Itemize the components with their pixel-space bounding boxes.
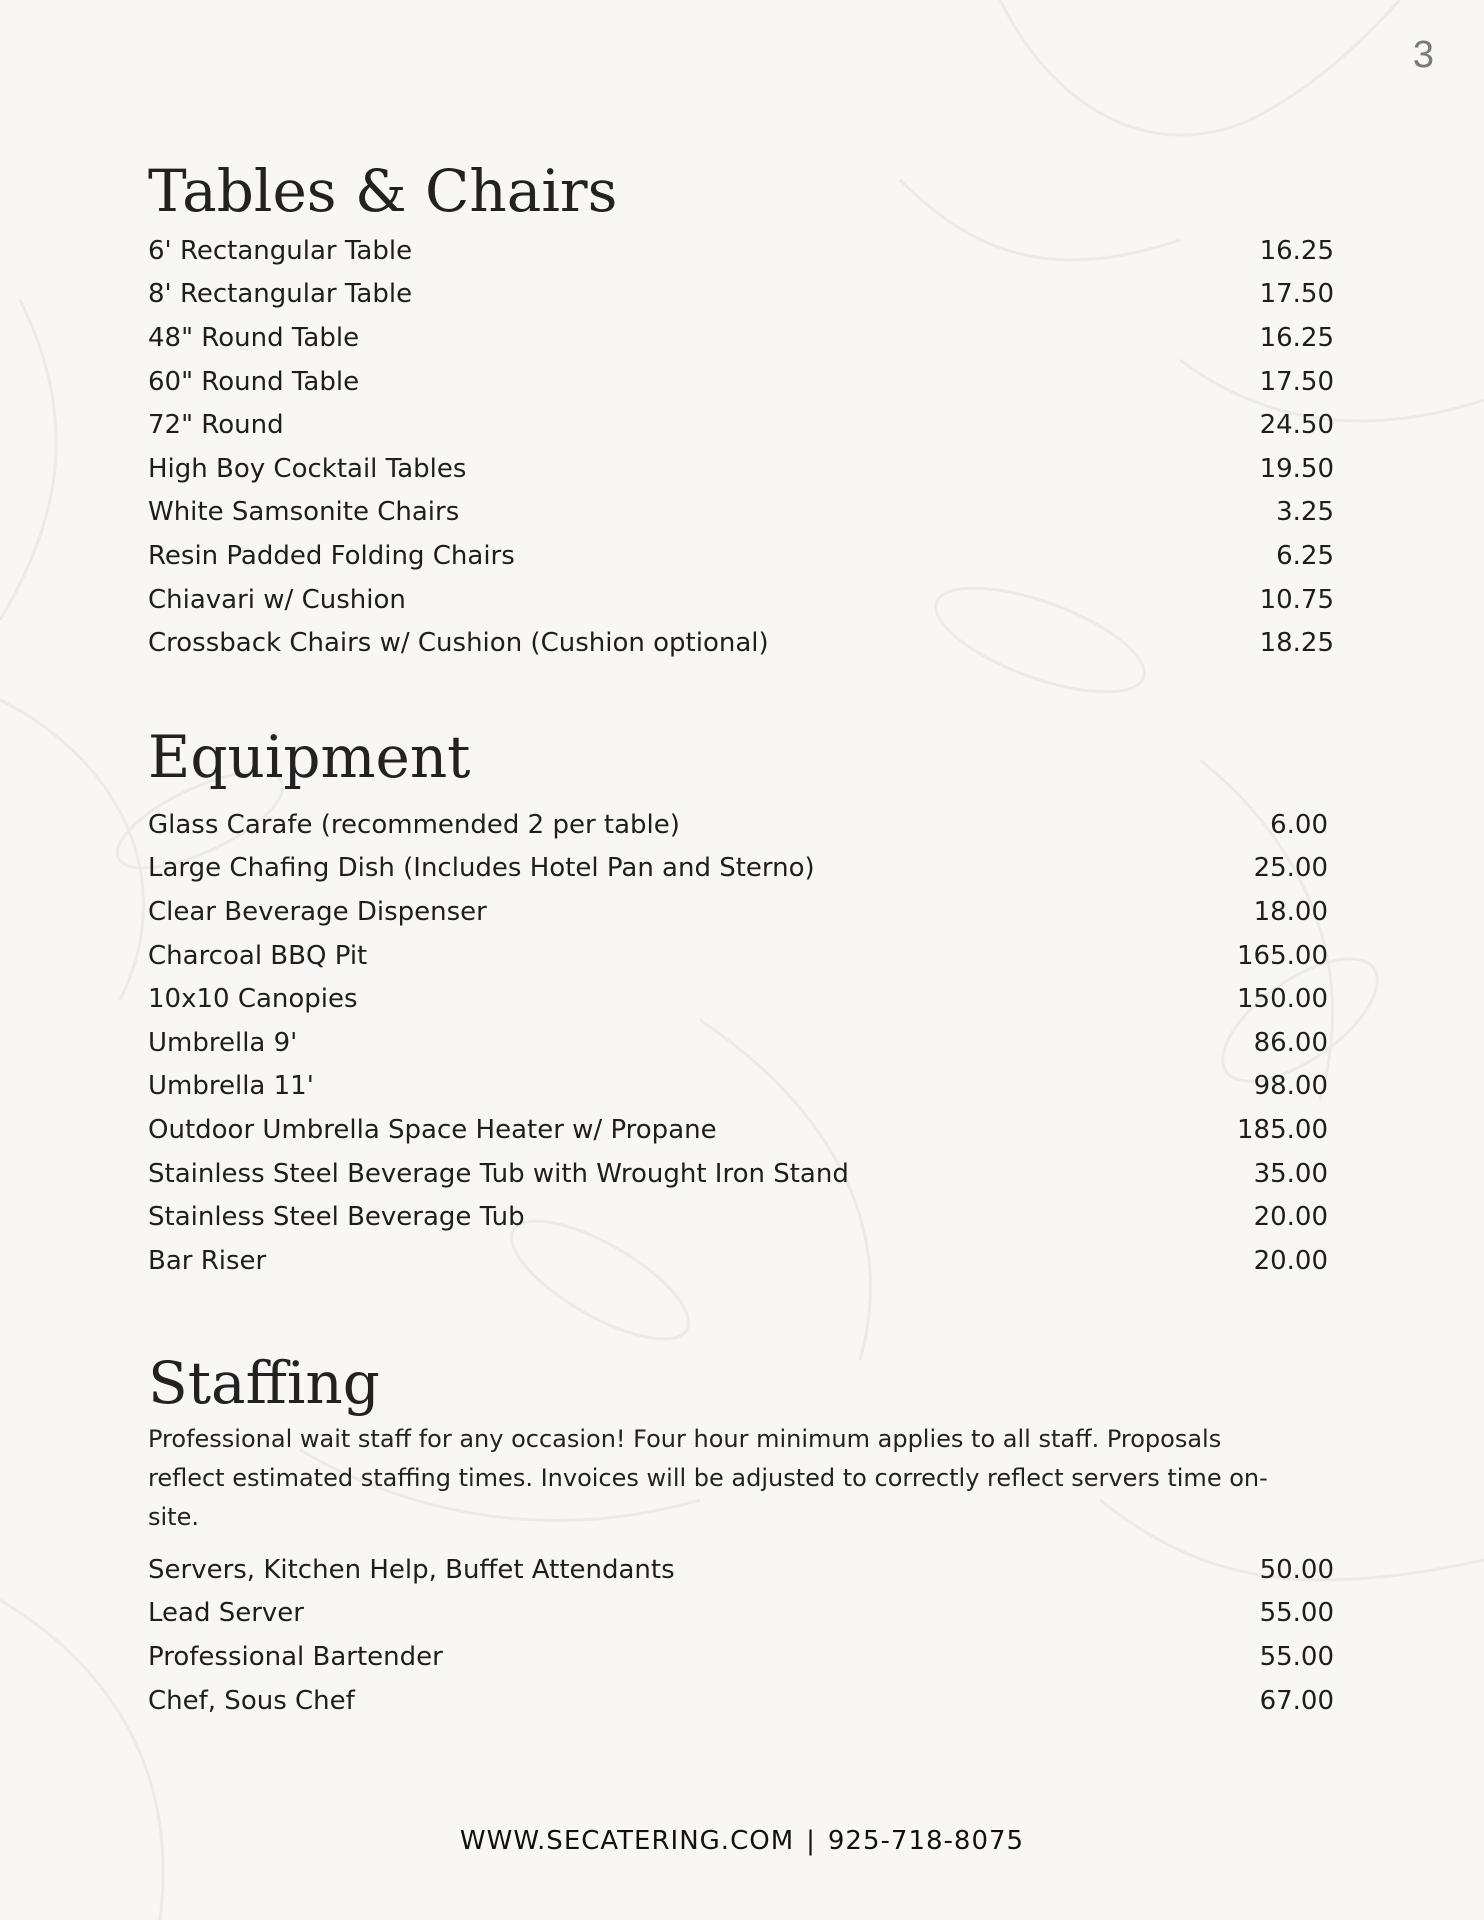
- phone-number[interactable]: 925-718-8075: [827, 1826, 1025, 1856]
- item-name: 8' Rectangular Table: [148, 279, 413, 310]
- item-price: 20.00: [1253, 1245, 1328, 1276]
- list-item: [148, 1109, 1338, 1153]
- item-price: 55.00: [1259, 1641, 1334, 1672]
- item-name: 72" Round: [148, 410, 284, 441]
- tables-chairs-list: [148, 230, 1338, 666]
- item-price: 18.25: [1259, 628, 1334, 659]
- list-item: [148, 978, 1338, 1022]
- item-name: Stainless Steel Beverage Tub with Wrought Iron Stand: [148, 1158, 849, 1189]
- list-item: [148, 1240, 1338, 1284]
- item-name: Lead Server: [148, 1598, 304, 1629]
- item-name: 6' Rectangular Table: [148, 235, 413, 266]
- item-name: Large Chafing Dish (Includes Hotel Pan and Sterno): [148, 853, 815, 884]
- list-item: [148, 847, 1338, 891]
- item-price: 10.75: [1259, 584, 1334, 615]
- item-price: 67.00: [1259, 1685, 1334, 1716]
- item-name: Servers, Kitchen Help, Buffet Attendants: [148, 1554, 675, 1585]
- item-price: 19.50: [1259, 453, 1334, 484]
- item-name: Professional Bartender: [148, 1641, 443, 1672]
- list-item: [148, 622, 1338, 666]
- item-name: Chef, Sous Chef: [148, 1685, 355, 1716]
- item-name: White Samsonite Chairs: [148, 497, 460, 528]
- item-price: 16.25: [1259, 322, 1334, 353]
- item-price: 16.25: [1259, 235, 1334, 266]
- item-name: 48" Round Table: [148, 322, 360, 353]
- list-item: [148, 891, 1338, 935]
- list-item: [148, 273, 1338, 317]
- section-title-equipment: Equipment: [148, 723, 471, 791]
- staffing-list: [148, 1549, 1338, 1723]
- list-item: [148, 1153, 1338, 1197]
- item-name: 10x10 Canopies: [148, 984, 358, 1015]
- item-price: 50.00: [1259, 1554, 1334, 1585]
- tables-chairs-section: [148, 157, 1338, 666]
- section-title-staffing: Staffing: [148, 1349, 380, 1417]
- item-price: 25.00: [1253, 853, 1328, 884]
- list-item: [148, 404, 1338, 448]
- list-item: [148, 804, 1338, 848]
- list-item: [148, 491, 1338, 535]
- item-name: 60" Round Table: [148, 366, 360, 397]
- list-item: [148, 361, 1338, 405]
- staffing-section: [148, 1349, 1338, 1723]
- list-item: [148, 1680, 1338, 1724]
- item-name: Crossback Chairs w/ Cushion (Cushion optional): [148, 628, 769, 659]
- list-item: [148, 935, 1338, 979]
- item-name: Chiavari w/ Cushion: [148, 584, 406, 615]
- item-price: 150.00: [1237, 984, 1328, 1015]
- list-item: [148, 1636, 1338, 1680]
- item-price: 6.00: [1270, 809, 1328, 840]
- item-price: 86.00: [1253, 1027, 1328, 1058]
- list-item: [148, 579, 1338, 623]
- item-price: 35.00: [1253, 1158, 1328, 1189]
- item-name: Clear Beverage Dispenser: [148, 896, 487, 927]
- item-price: 24.50: [1259, 410, 1334, 441]
- page-number: 3: [1412, 34, 1434, 76]
- item-name: High Boy Cocktail Tables: [148, 453, 467, 484]
- list-item: [148, 1549, 1338, 1593]
- website-link[interactable]: WWW.SECATERING.COM: [459, 1826, 795, 1856]
- list-item: [148, 317, 1338, 361]
- footer: [0, 1826, 1484, 1856]
- item-price: 17.50: [1259, 279, 1334, 310]
- list-item: [148, 535, 1338, 579]
- item-name: Bar Riser: [148, 1245, 267, 1276]
- item-price: 3.25: [1276, 497, 1334, 528]
- item-name: Charcoal BBQ Pit: [148, 940, 368, 971]
- item-name: Outdoor Umbrella Space Heater w/ Propane: [148, 1114, 717, 1145]
- item-price: 17.50: [1259, 366, 1334, 397]
- item-name: Umbrella 11': [148, 1071, 314, 1102]
- item-price: 165.00: [1237, 940, 1328, 971]
- equipment-section: [148, 723, 1338, 1283]
- list-item: [148, 448, 1338, 492]
- item-price: 55.00: [1259, 1598, 1334, 1629]
- footer-separator: |: [806, 1826, 816, 1856]
- list-item: [148, 1592, 1338, 1636]
- item-name: Umbrella 9': [148, 1027, 298, 1058]
- item-price: 18.00: [1253, 896, 1328, 927]
- staffing-description: Professional wait staff for any occasion! Four hour minimum applies to all staff. Proposals reflect estimated staffing times. Invoices will be adjusted to correctly reflect servers time on-site.: [148, 1424, 1268, 1531]
- item-name: Stainless Steel Beverage Tub: [148, 1202, 525, 1233]
- equipment-list: [148, 804, 1338, 1284]
- section-title-tables-chairs: Tables & Chairs: [148, 157, 618, 225]
- item-price: 20.00: [1253, 1202, 1328, 1233]
- list-item: [148, 1196, 1338, 1240]
- list-item: [148, 1065, 1338, 1109]
- list-item: [148, 230, 1338, 274]
- item-price: 98.00: [1253, 1071, 1328, 1102]
- list-item: [148, 1022, 1338, 1066]
- item-name: Glass Carafe (recommended 2 per table): [148, 809, 680, 840]
- item-price: 6.25: [1276, 540, 1334, 571]
- item-name: Resin Padded Folding Chairs: [148, 540, 515, 571]
- item-price: 185.00: [1237, 1114, 1328, 1145]
